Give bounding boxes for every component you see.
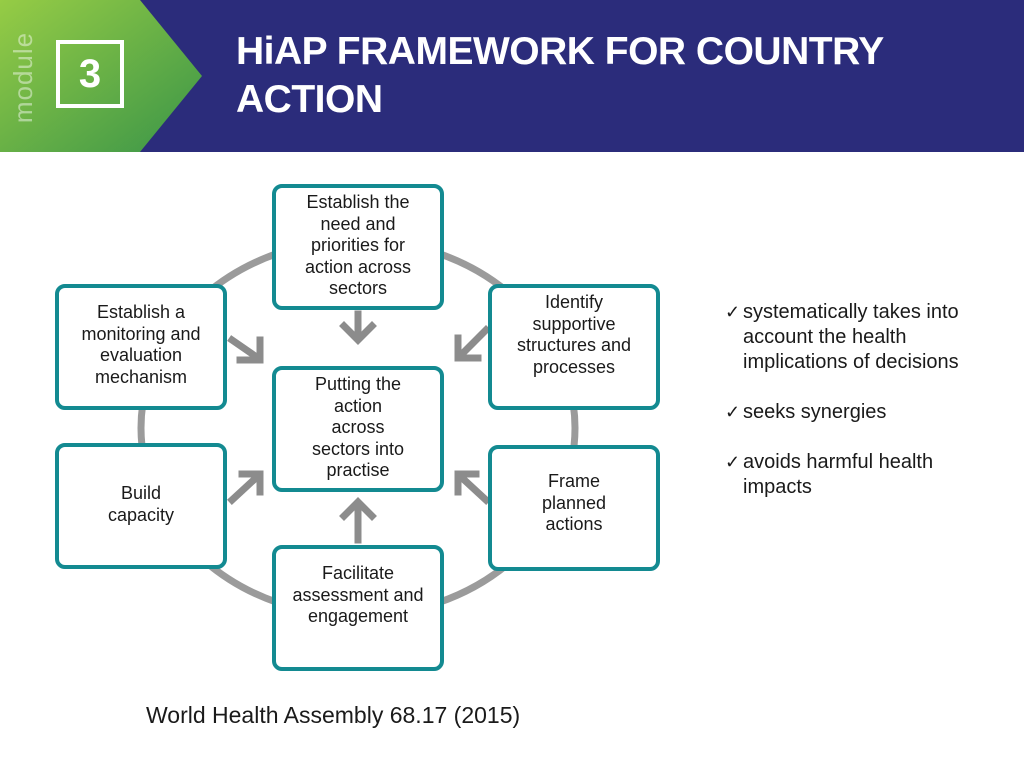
node-text: actions [545,514,603,534]
node-facilitate-assessment [272,545,444,671]
module-label: module [8,31,39,123]
arrow-up-icon [344,502,372,540]
arrow-left-up-icon [458,474,486,500]
node-text: engagement [307,606,409,626]
arrow-right-down-icon [232,340,260,360]
node-text: Identify [544,292,604,312]
node-text: processes [532,356,616,377]
check-icon: ✓ [725,452,741,472]
check-icon: ✓ [725,302,741,322]
node-text: Build [120,483,162,503]
title-line: ACTION [236,78,383,121]
node-frame-actions [488,445,660,571]
benefit-text: avoids harmful health impacts [743,451,934,498]
node-establish-need [272,184,444,310]
node-text: Facilitate [321,563,395,583]
node-monitoring-evaluation [55,284,227,410]
benefit-item [725,450,1005,500]
title-line: HiAP FRAMEWORK FOR COUNTRY [236,30,884,73]
node-text: action across [304,256,412,277]
node-text: Frame [547,471,600,491]
node-text: Putting the [314,374,402,394]
node-text: across [331,417,385,437]
node-text: structures and [516,335,632,355]
benefit-text: seeks synergies [743,401,887,423]
benefit-item [725,300,1005,375]
node-text: sectors into [311,438,405,459]
node-text: Establish a [96,302,186,322]
node-text: supportive [532,313,616,334]
node-center-putting-into-practise [272,366,444,492]
arrow-right-up-icon [232,474,260,500]
benefit-text: systematically takes into account the health implications of decisions [743,301,959,373]
benefits-list [725,300,1005,525]
source-citation: World Health Assembly 68.17 (2015) [146,702,521,728]
node-text: planned [541,492,607,513]
node-build-capacity [55,443,227,569]
node-text: need and [320,213,396,234]
node-text: capacity [107,504,175,525]
node-text: evaluation [99,345,183,365]
node-text: priorities for [310,235,406,255]
node-text: assessment and [292,584,424,605]
node-text: Establish the [306,192,410,212]
node-text: mechanism [94,366,188,387]
node-text: action [333,395,383,416]
node-identify-structures [488,284,660,410]
arrow-left-down-icon [458,330,486,358]
node-text: practise [326,460,390,480]
node-text: monitoring and [81,323,201,344]
check-icon: ✓ [725,402,741,422]
arrow-down-icon [344,314,372,340]
module-number: 3 [78,51,102,96]
node-text: sectors [328,278,388,298]
benefit-item [725,400,1005,425]
